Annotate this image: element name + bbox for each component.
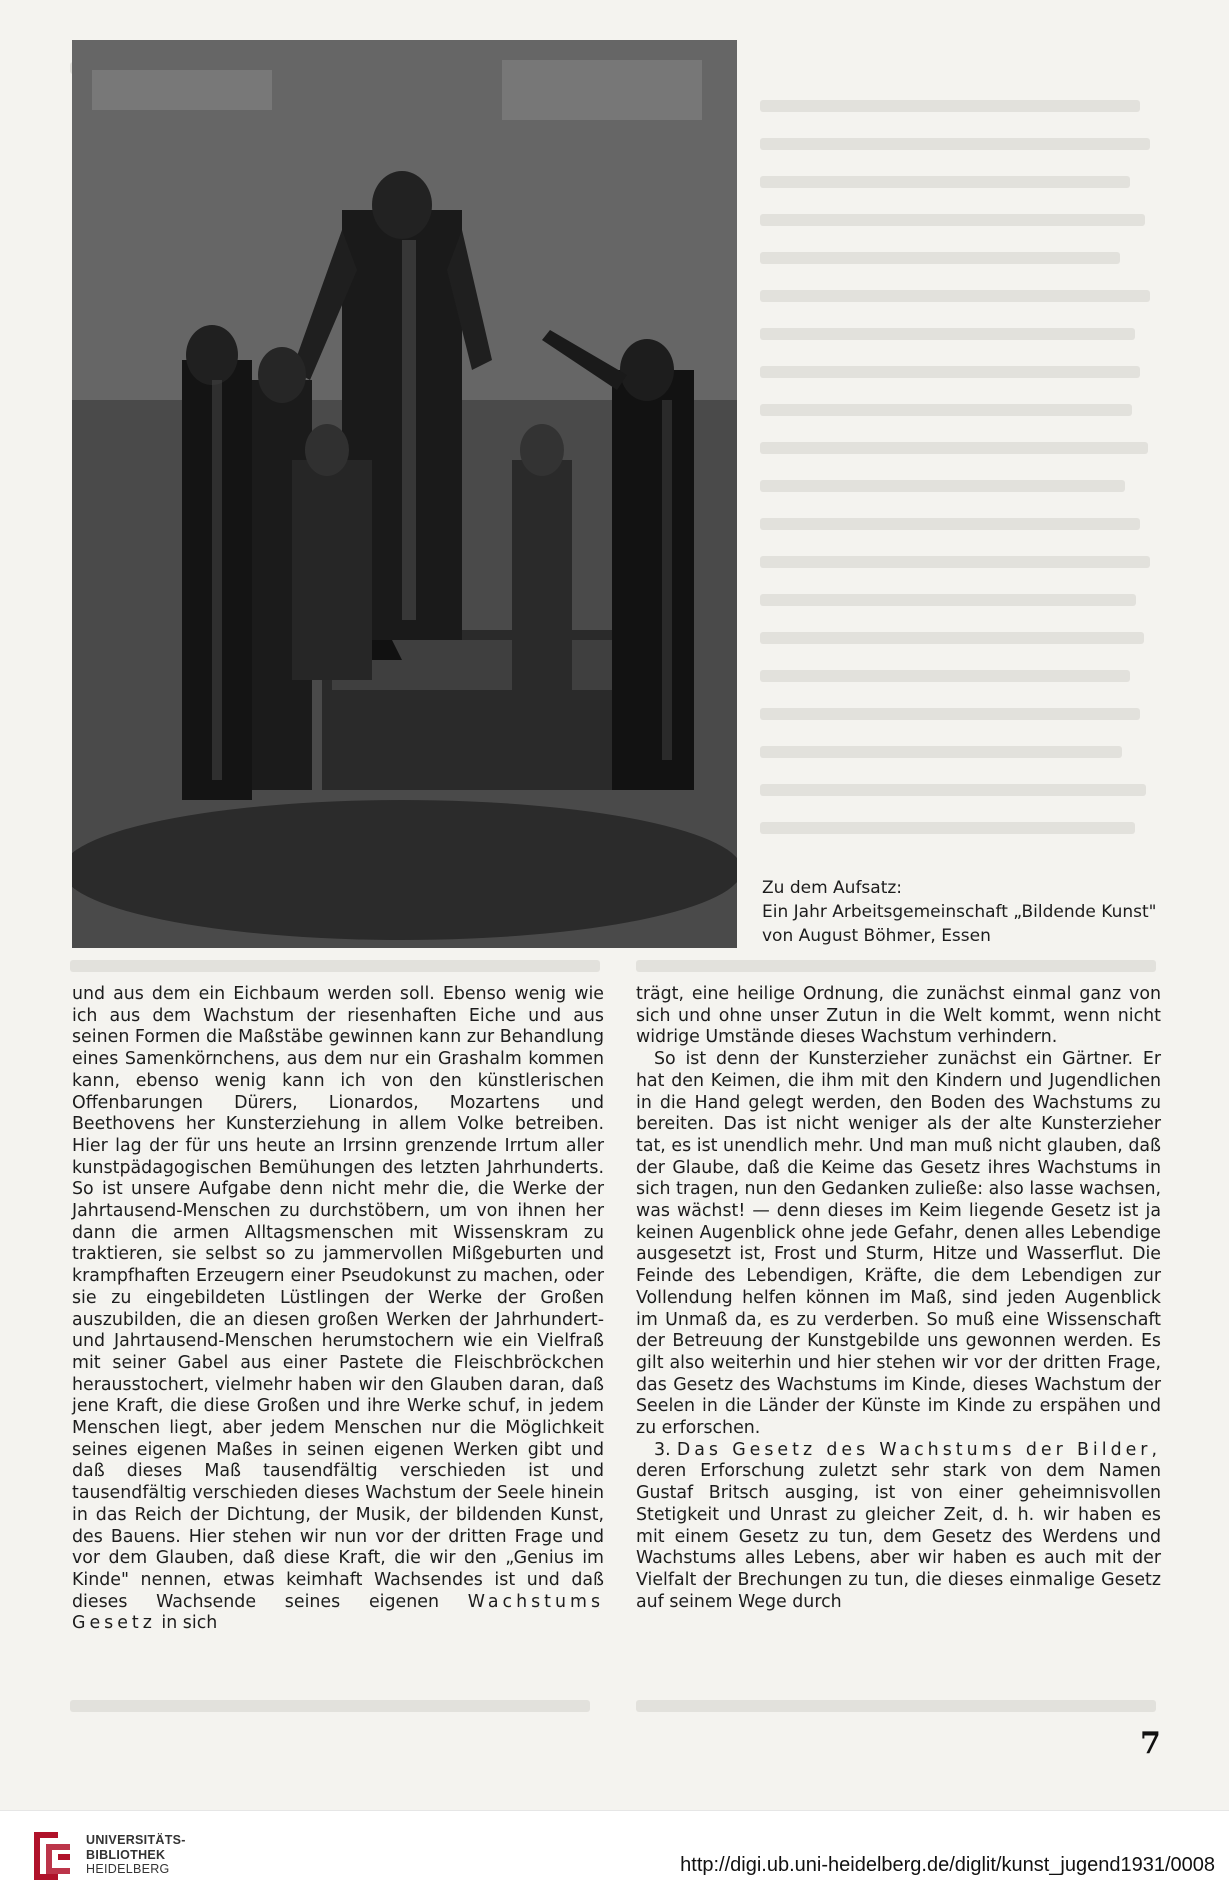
- library-line-2: BIBLIOTHEK: [86, 1847, 166, 1862]
- sculpture-photograph: [72, 40, 737, 948]
- left-spaced-phrase: Wachstums Gesetz: [72, 1591, 605, 1634]
- caption-line-3: von August Böhmer, Essen: [762, 926, 991, 946]
- left-paragraph-text: und aus dem ein Eichbaum werden soll. Ebenso wenig wie ich aus dem Wachstum der riesenhaften Eiche und aus seinen Formen die Maßstäbe gewinnen kann zur Behandlung eines Samenkörnchens, aus dem nur ein Grashalm kommen kann, ebenso wenig kann ich von den künstlerischen Offenbarungen Dürers, Lionardos, Mozartens und Beethovens her Kunsterziehung in allem Volke betreiben. Hier lag der für uns heute an Irrsinn grenzende Irrtum aller kunstpädagogischen Bemühungen des letzten Jahrhunderts. So ist unsere Aufgabe denn nicht mehr die, die Werke der Jahrtausend-Menschen zu durchstöbern, um von ihnen her dann die armen Alltagsmenschen mit Wissenskram zu traktieren, sie selbst so zu jammervollen Mißgeburten und krampfhaften Erzeugern einer Pseudokunst zu machen, oder sie zu eingebildeten Lüstlingen der Werke der Großen auszubilden, die an diesen großen Werken der Jahrhundert- und Jahrtausend-Menschen herumstochern wie ein Vielfraß mit seiner Gabel aus einer Pastete die Fleischbröckchen herausstochert, vielmehr haben wir den Glauben daran, daß jene Kraft, die diese Großen und ihre Werke schuf, in jedem Menschen liegt, aber jedem Menschen nur die Möglichkeit seines eigenen Maßes in seinen eigenen Werken gibt und daß dieses Maß tausendfältig verschieden ist und tausendfältig verschieden dieses Wachstum der Seele hinein in das Reich der Dichtung, der Musik, der bildenden Kunst, des Bauens. Hier stehen wir nun vor der dritten Frage und vor dem Glauben, daß diese Kraft, die wir den „Genius im Kinde" nennen, etwas keimhaft Wachsendes ist und daß dieses Wachsende seines eigenen: [72, 984, 604, 1612]
- right-paragraph-1: trägt, eine heilige Ordnung, die zunächst einmal ganz von sich und ohne unser Zutun in die Welt kommt, wenn nicht widrige Umstände dieses Wachstum verhindern.: [636, 984, 1161, 1048]
- photo-caption: [762, 876, 1157, 948]
- library-name[interactable]: [86, 1833, 186, 1877]
- caption-line-2: Ein Jahr Arbeitsgemeinschaft „Bildende Kunst": [762, 902, 1157, 922]
- document-url[interactable]: http://digi.ub.uni-heidelberg.de/diglit/kunst_jugend1931/0008: [680, 1854, 1215, 1876]
- university-library-logo-icon[interactable]: [28, 1828, 76, 1884]
- right-paragraph-2: So ist denn der Kunsterzieher zunächst ein Gärtner. Er hat den Keimen, die ihm mit den Kindern und Jugendlichen in die Hand gelegt werden, den Boden des Wachstums zu bereiten. Das ist nicht weniger als der alte Kunsterzieher tat, es ist unendlich mehr. Und man muß nicht glauben, daß der Glaube, daß die Keime das Gesetz ihres Wachstums in sich tragen, nun den Gedanken zuließe: also lasse wachsen, was wächst! — denn dieses im Keim liegende Gesetz ist ja keinen Augenblick ohne jede Gefahr, denen alles Lebendige ausgesetzt ist, Frost und Sturm, Hitze und Wasserflut. Die Feinde des Lebendigen, Kräfte, die dem Lebendigen zur Vollendung helfen können im Maß, sind jeden Augenblick im Unmaß da, es zu verderben. So muß eine Wissenschaft der Betreuung der Kunstgebilde uns gewonnen werden. Es gilt also weiterhin und hier stehen wir vor der dritten Frage, das Gesetz des Wachstums im Kinde, dieses Wachstum der Seelen in die Länder der Künste im Kinde zu erspähen und zu erforschen.: [636, 1049, 1161, 1439]
- library-line-1: UNIVERSITÄTS-: [86, 1833, 186, 1847]
- section-text: deren Erforschung zuletzt sehr stark von dem Namen Gustaf Britsch ausging, ist von einer geheimnisvollen Stetigkeit und Unrast zu gleicher Zeit, d. h. wir haben es mit einem Gesetz zu tun, dem Gesetz des Werdens und Wachstums alles Lebens, aber wir haben es auch mit der Vielfalt der Brechungen zu tun, die dieses einmalige Gesetz auf seinem Wege durch: [636, 1461, 1161, 1612]
- library-line-3: HEIDELBERG: [86, 1862, 170, 1876]
- left-text-column: [72, 984, 604, 1635]
- left-paragraph-tail: in sich: [161, 1613, 218, 1634]
- right-paragraph-3: [636, 1440, 1161, 1614]
- page-number: 7: [1140, 1726, 1161, 1761]
- right-text-column: [636, 984, 1161, 1613]
- left-paragraph: [72, 984, 604, 1635]
- section-number: 3.: [654, 1439, 671, 1460]
- section-heading-spaced: Das Gesetz des Wachstums der Bilder,: [676, 1439, 1161, 1460]
- caption-line-1: Zu dem Aufsatz:: [762, 878, 903, 898]
